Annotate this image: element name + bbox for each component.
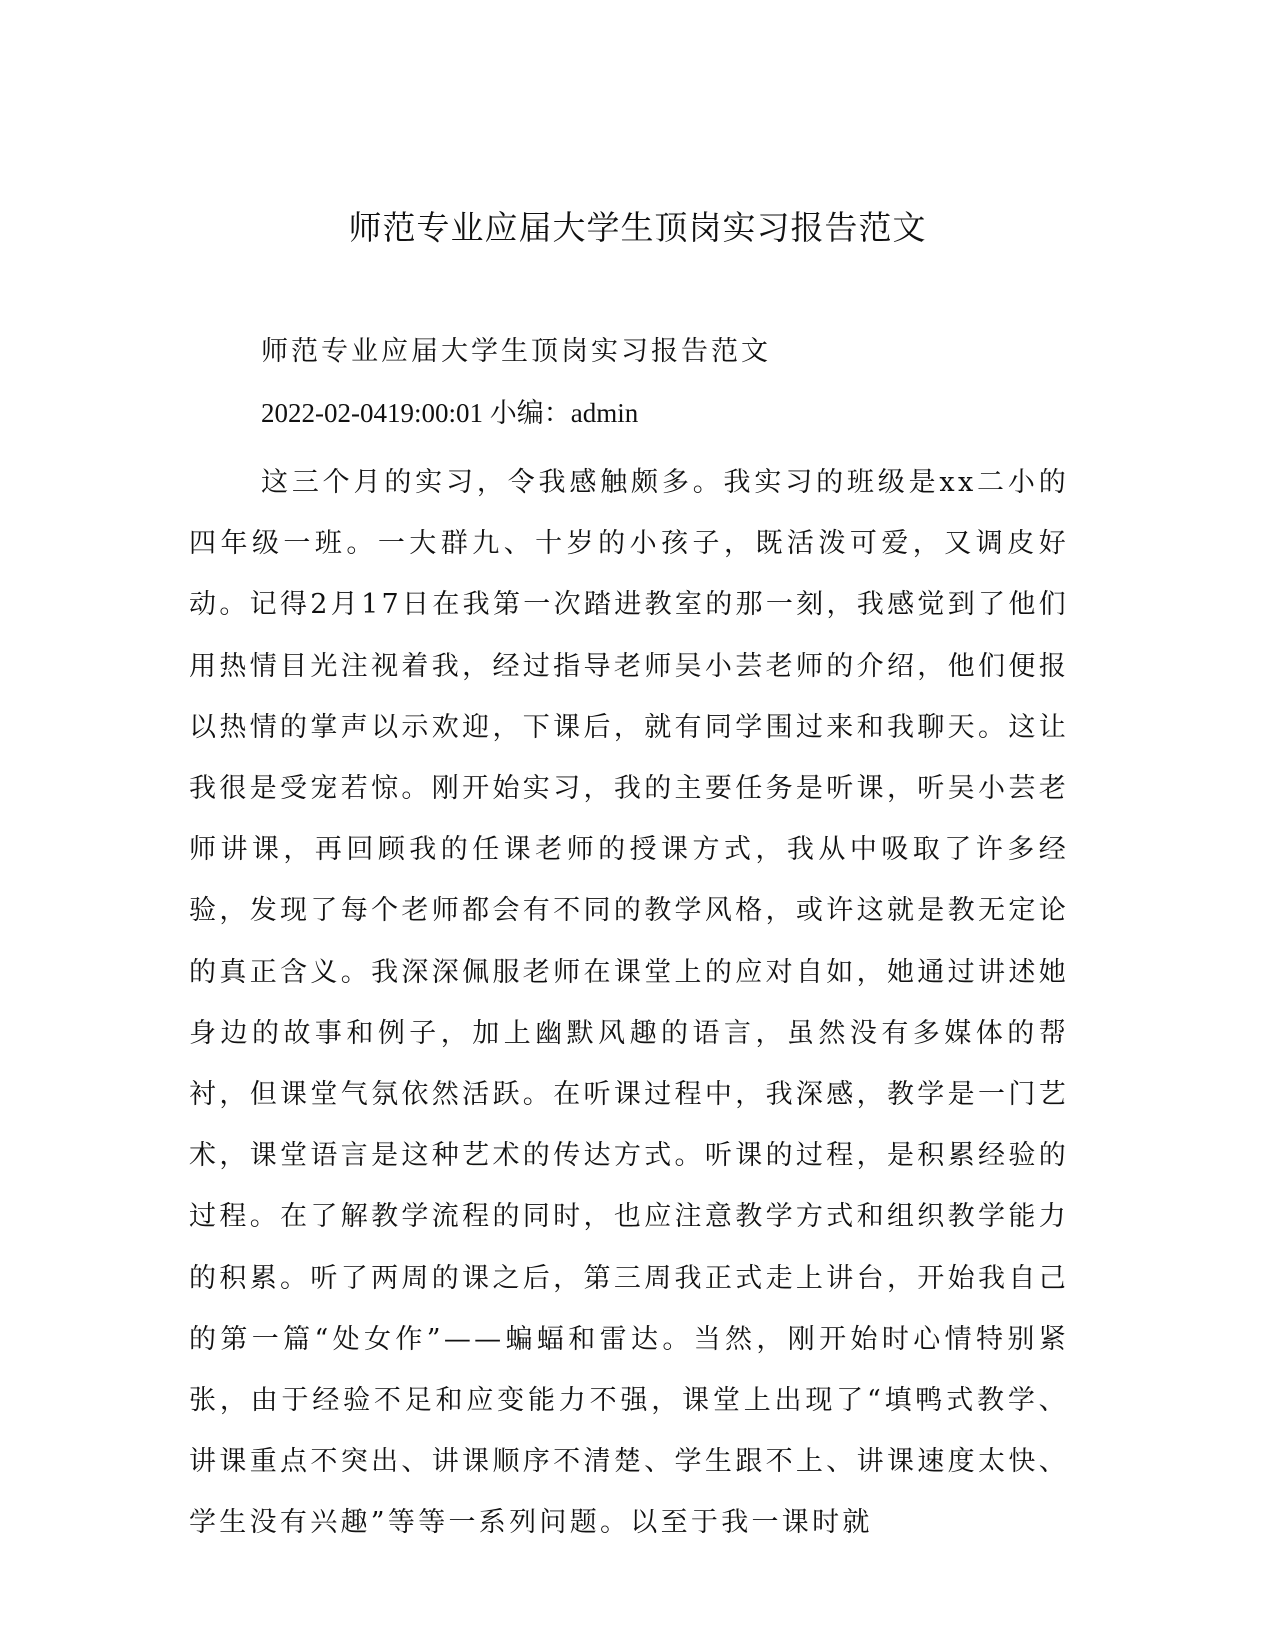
document-title: 师范专业应届大学生顶岗实习报告范文 bbox=[348, 208, 927, 247]
body-paragraph: 这三个月的实习，令我感触颇多。我实习的班级是xx二小的四年级一班。一大群九、十岁的小孩子，既活泼可爱，又调皮好动。记得2月17日在我第一次踏进教室的那一刻，我感觉到了他们用热情目光注视着我，经过指导老师吴小芸老师的介绍，他们便报以热情的掌声以示欢迎，下课后，就有同学围过来和我聊天。这让我很是受宠若惊。刚开始实习，我的主要任务是听课，听吴小芸老师讲课，再回顾我的任课老师的授课方式，我从中吸取了许多经验，发现了每个老师都会有不同的教学风格，或许这就是教无定论的真正含义。我深深佩服老师在课堂上的应对自如，她通过讲述她身边的故事和例子，加上幽默风趣的语言，虽然没有多媒体的帮衬，但课堂气氛依然活跃。在听课过程中，我深感，教学是一门艺术，课堂语言是这种艺术的传达方式。听课的过程，是积累经验的过程。在了解教学流程的同时，也应注意教学方式和组织教学能力的积累。听了两周的课之后，第三周我正式走上讲台，开始我自己的第一篇“处女作”——蝙蝠和雷达。当然，刚开始时心情特别紧张，由于经验不足和应变能力不强，课堂上出现了“填鸭式教学、讲课重点不突出、讲课顺序不清楚、学生跟不上、讲课速度太快、学生没有兴趣”等等一系列问题。以至于我一课时就 bbox=[189, 467, 1069, 1539]
document-subtitle: 师范专业应届大学生顶岗实习报告范文 bbox=[261, 336, 771, 367]
publish-meta: 2022-02-0419:00:01 小编：admin bbox=[261, 398, 639, 428]
